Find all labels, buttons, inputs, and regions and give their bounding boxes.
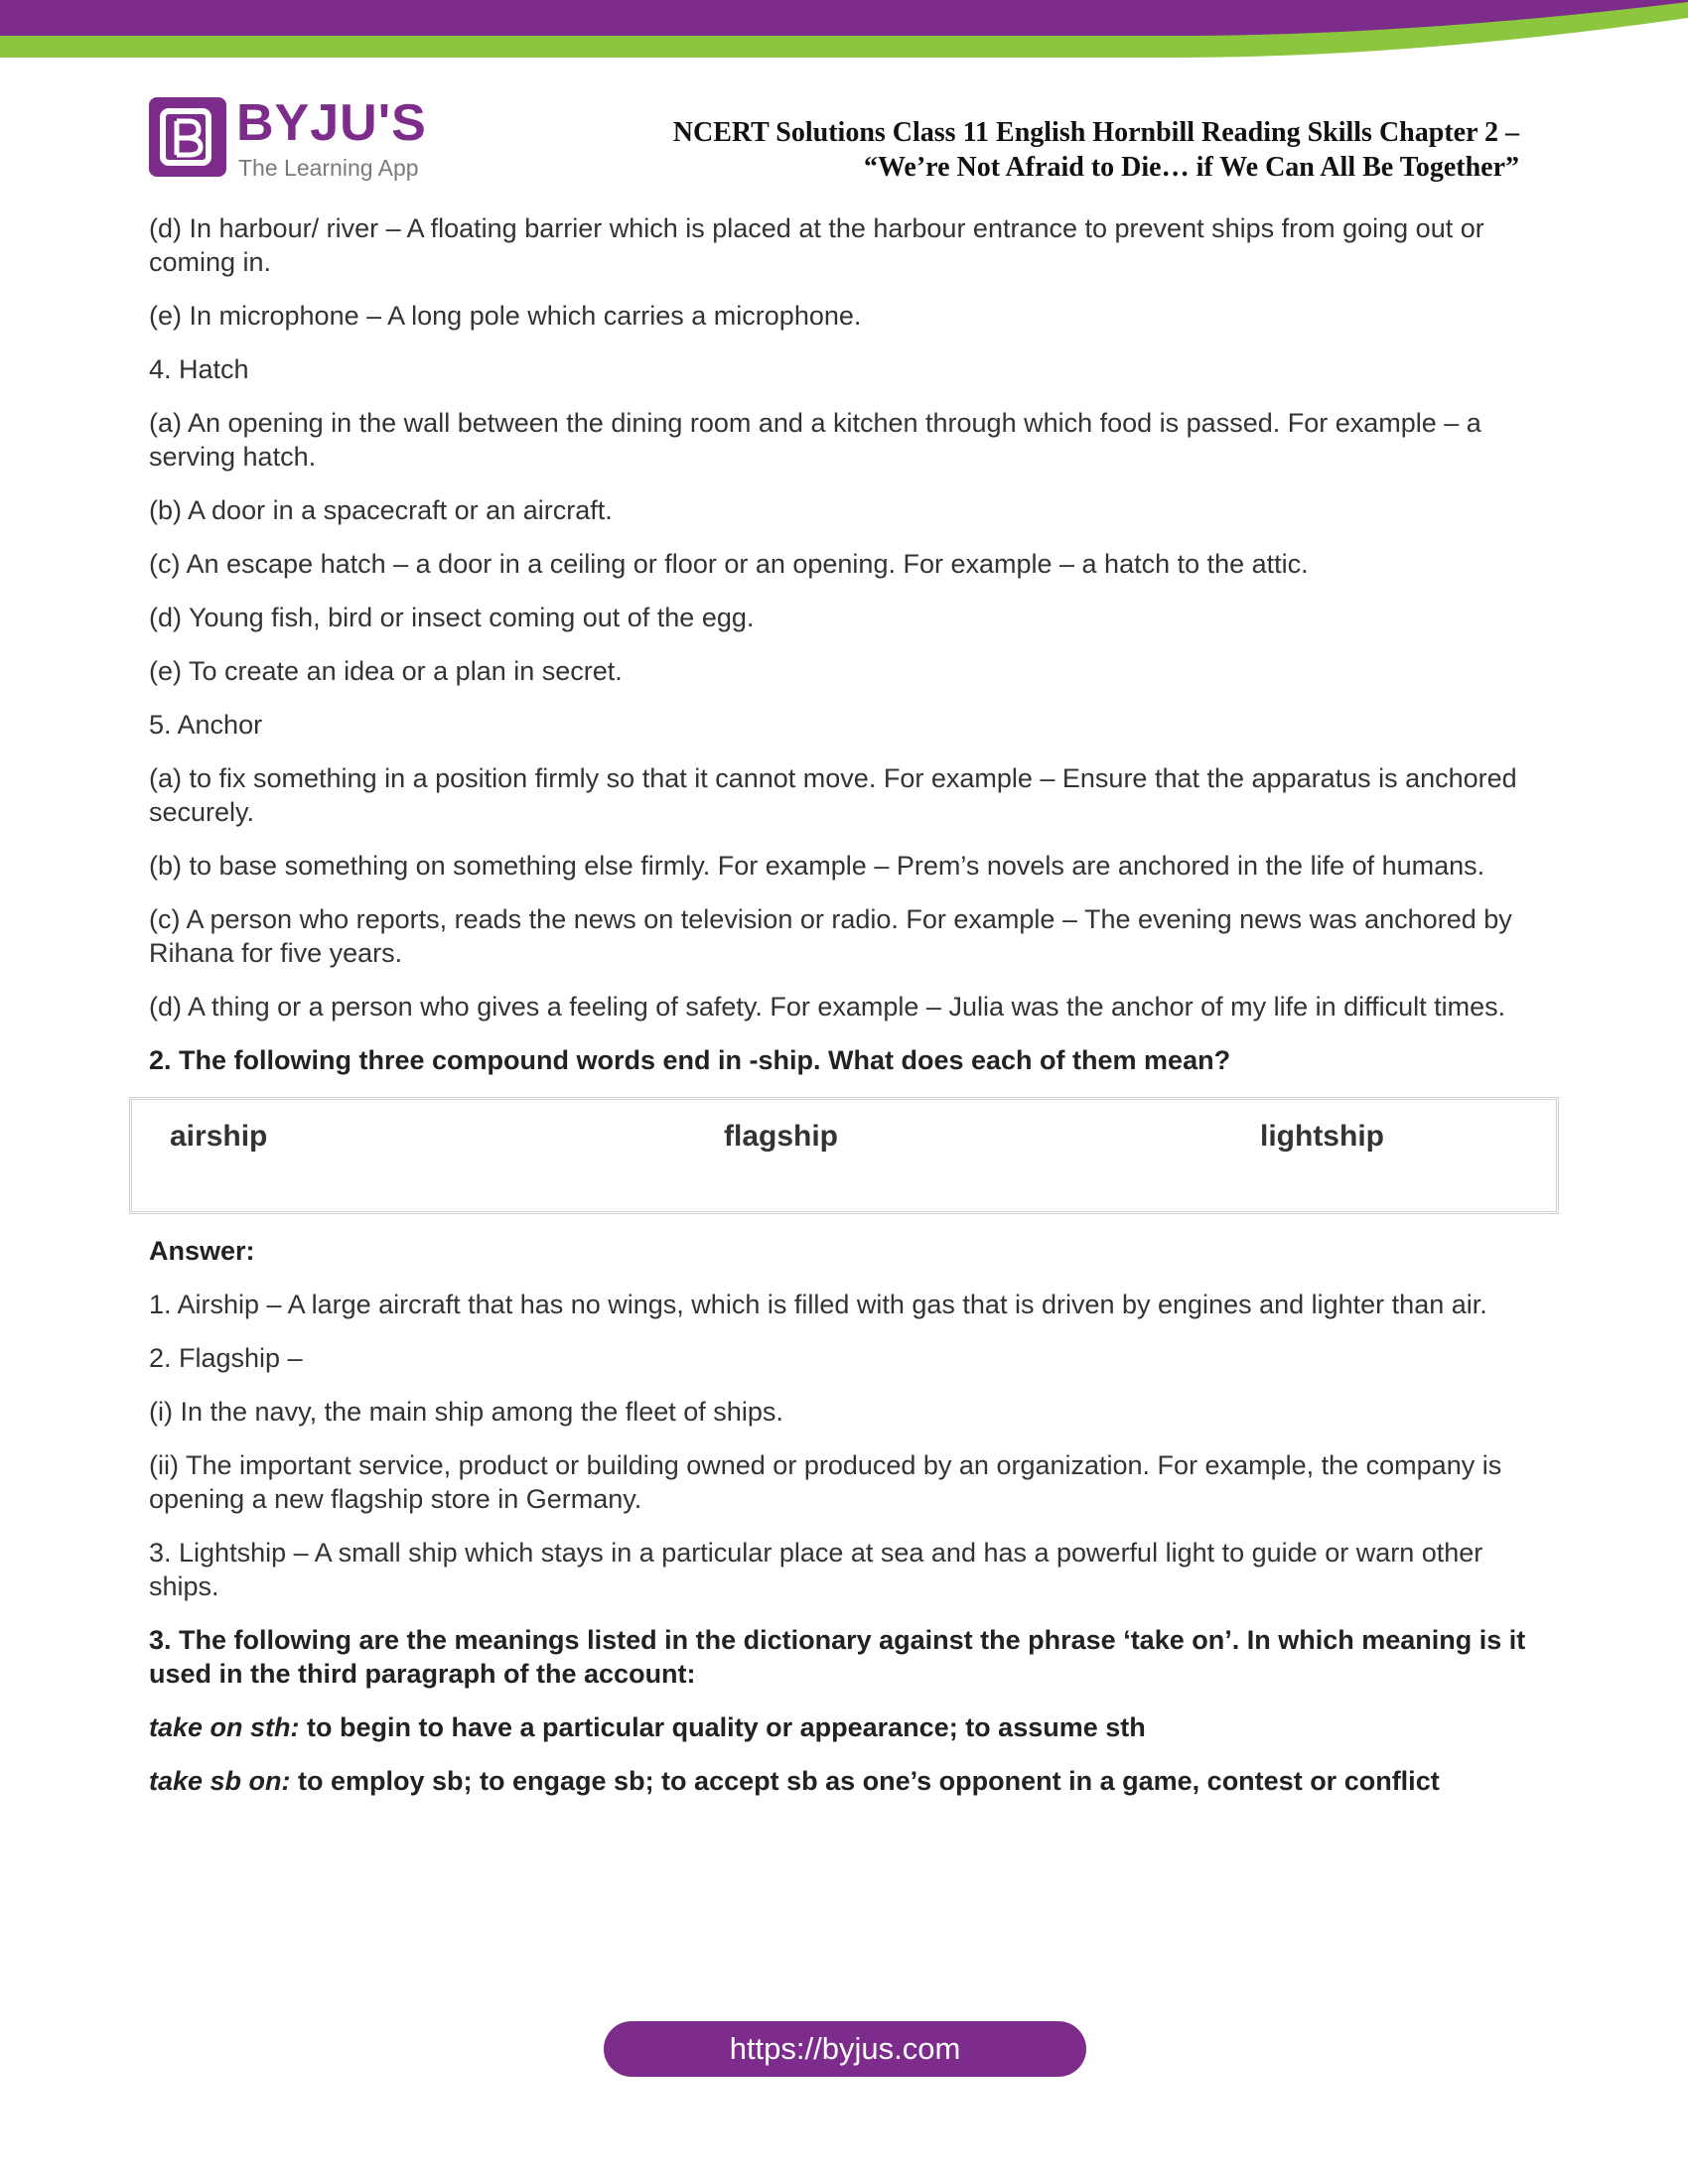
anchor-heading: 5. Anchor [149,710,263,740]
document-body [149,211,1539,1818]
hatch-meaning-d: (d) Young fish, bird or insect coming out of the egg. [149,603,755,632]
anchor-meaning-c: (c) A person who reports, reads the news on television or radio. For example – The evening news was anchored by Rihana for five years. [149,904,1512,968]
byjus-logo [149,94,437,181]
top-decorative-band [0,0,1688,62]
boom-meaning-d: (d) In harbour/ river – A floating barrier which is placed at the harbour entrance to prevent ships from going out or coming in. [149,213,1484,277]
hatch-meaning-a: (a) An opening in the wall between the dining room and a kitchen through which food is passed. For example – a serving hatch. [149,408,1481,472]
anchor-meaning-d: (d) A thing or a person who gives a feeling of safety. For example – Julia was the anchor of my life in difficult times. [149,992,1506,1022]
question-2: 2. The following three compound words end in -ship. What does each of them mean? [149,1045,1231,1075]
hatch-heading: 4. Hatch [149,354,249,384]
logo-b-mark-icon [149,97,226,177]
definition-take-sb-on [149,1764,1539,1798]
answer-flagship-heading: 2. Flagship – [149,1343,303,1373]
logo-name: BYJU'S [236,94,427,152]
answer-flagship-ii: (ii) The important service, product or building owned or produced by an organization. For example, the company is opening a new flagship store in Germany. [149,1450,1502,1514]
definition-term: take sb on: [149,1766,291,1796]
definition-text: to employ sb; to engage sb; to accept sb as one’s opponent in a game, contest or conflict [290,1766,1440,1796]
page-title-line-2: “We’re Not Afraid to Die… if We Can All Be Together” [863,152,1519,183]
compound-words-table [129,1097,1559,1214]
definition-take-on-sth [149,1710,1539,1744]
logo-emblem [149,97,226,177]
logo-tagline: The Learning App [238,155,419,181]
answer-lightship: 3. Lightship – A small ship which stays in a particular place at sea and has a powerful light to guide or warn other ships. [149,1538,1483,1601]
page-title-line-1: NCERT Solutions Class 11 English Hornbill Reading Skills Chapter 2 – [672,117,1519,148]
answer-airship: 1. Airship – A large aircraft that has no wings, which is filled with gas that is driven by engines and lighter than air. [149,1290,1487,1319]
answer-flagship-i: (i) In the navy, the main ship among the fleet of ships. [149,1397,783,1427]
hatch-meaning-e: (e) To create an idea or a plan in secret. [149,656,623,686]
question-3: 3. The following are the meanings listed in the dictionary against the phrase ‘take on’. In which meaning is it used in the third paragraph of the account: [149,1625,1526,1689]
definition-text: to begin to have a particular quality or appearance; to assume sth [299,1712,1146,1742]
word-airship: airship [170,1120,268,1153]
word-lightship: lightship [1260,1120,1384,1153]
definition-term: take on sth: [149,1712,300,1742]
anchor-meaning-b: (b) to base something on something else firmly. For example – Prem’s novels are anchored in the life of humans. [149,851,1485,881]
footer-url-link[interactable]: https://byjus.com [604,2021,1086,2077]
hatch-meaning-b: (b) A door in a spacecraft or an aircraft. [149,495,613,525]
word-flagship: flagship [724,1120,839,1153]
anchor-meaning-a: (a) to fix something in a position firmly so that it cannot move. For example – Ensure that the apparatus is anchored securely. [149,763,1517,827]
hatch-meaning-c: (c) An escape hatch – a door in a ceiling or floor or an opening. For example – a hatch to the attic. [149,549,1309,579]
boom-meaning-e: (e) In microphone – A long pole which carries a microphone. [149,301,862,331]
answer-label: Answer: [149,1236,255,1266]
page-header [0,89,1688,189]
page-title [506,115,1519,185]
